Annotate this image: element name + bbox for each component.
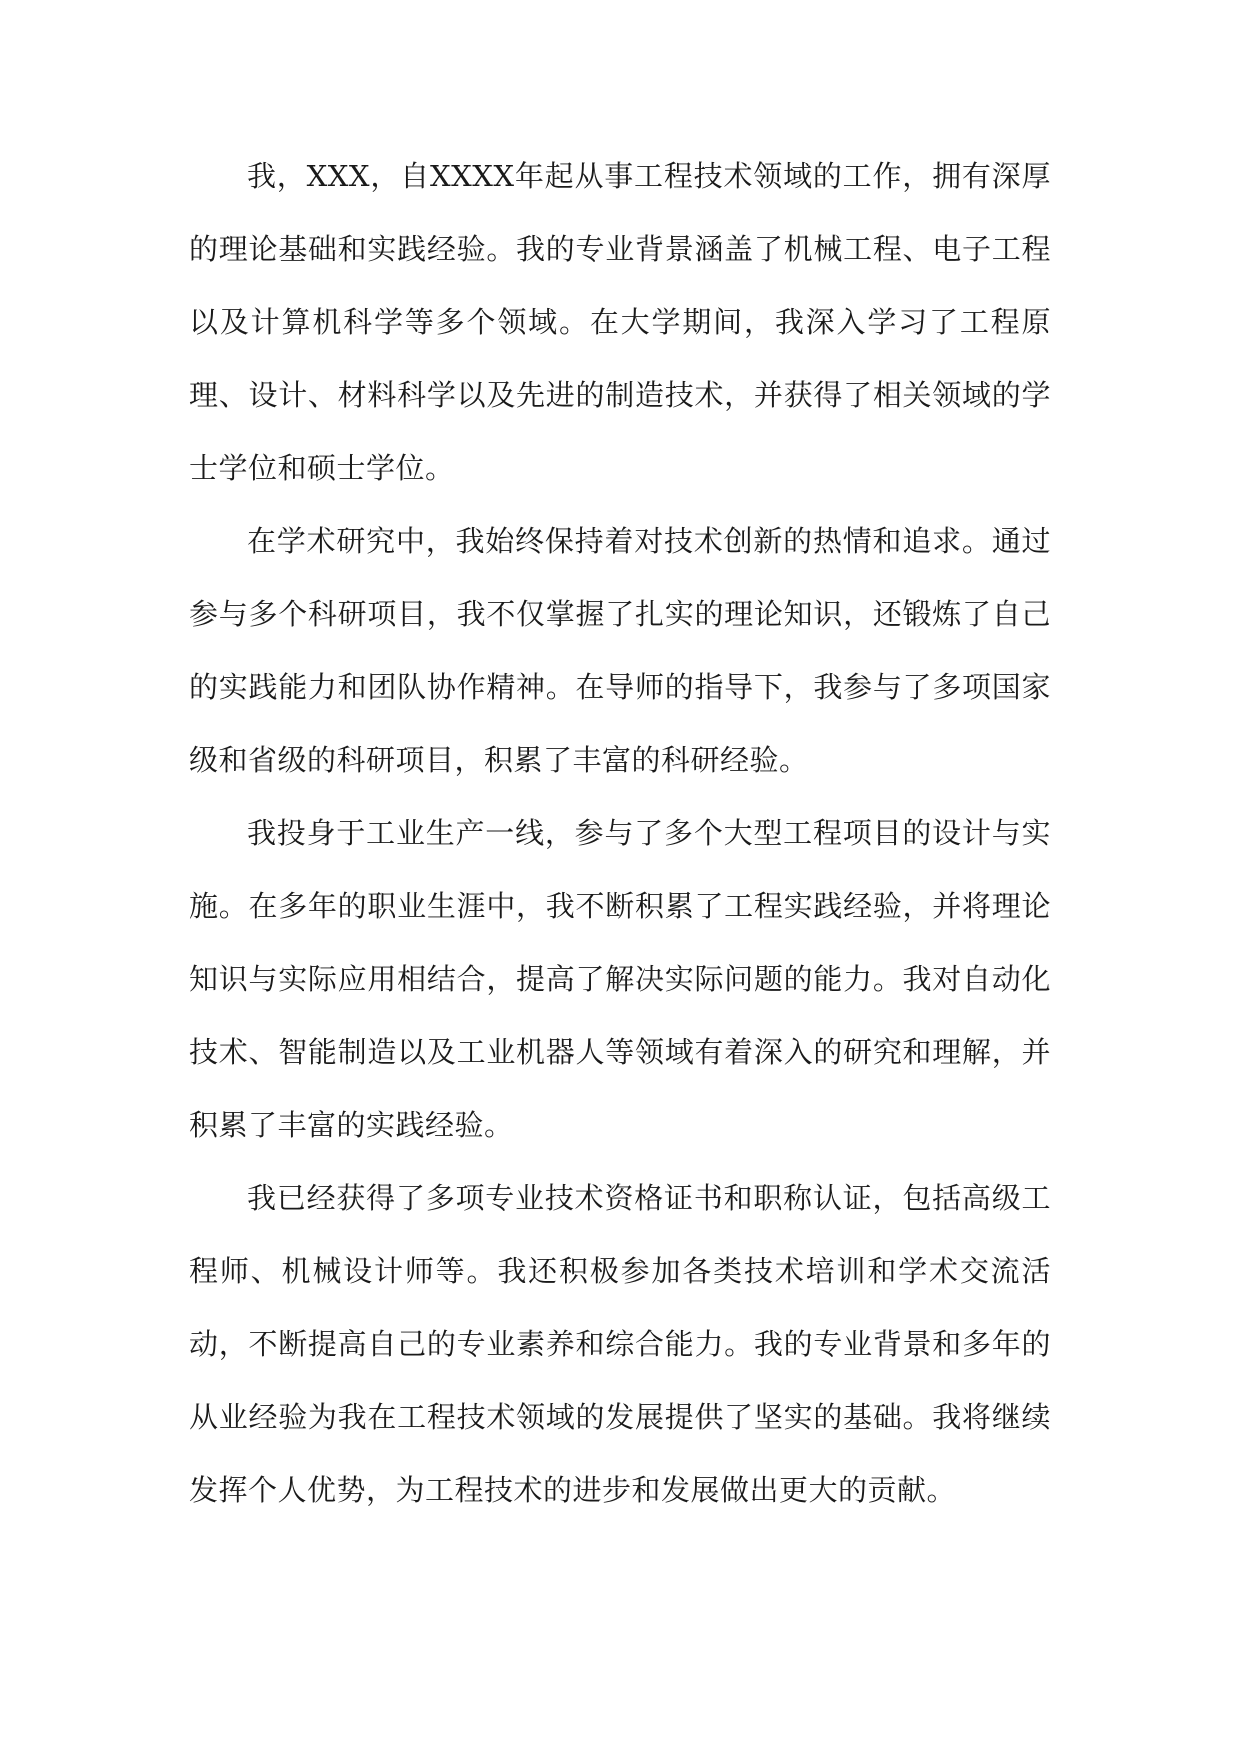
paragraph-4: 我已经获得了多项专业技术资格证书和职称认证，包括高级工程师、机械设计师等。我还积极参加各类技术培训和学术交流活动，不断提高自己的专业素养和综合能力。我的专业背景和多年的从业经验为我在工程技术领域的发展提供了坚实的基础。我将继续发挥个人优势，为工程技术的进步和发展做出更大的贡献。 bbox=[189, 1181, 1051, 1507]
paragraph-3: 我投身于工业生产一线，参与了多个大型工程项目的设计与实施。在多年的职业生涯中，我不断积累了工程实践经验，并将理论知识与实际应用相结合，提高了解决实际问题的能力。我对自动化技术、智能制造以及工业机器人等领域有着深入的研究和理解，并积累了丰富的实践经验。 bbox=[189, 816, 1051, 1142]
document-body bbox=[189, 140, 1051, 1527]
paragraph-2: 在学术研究中，我始终保持着对技术创新的热情和追求。通过参与多个科研项目，我不仅掌握了扎实的理论知识，还锻炼了自己的实践能力和团队协作精神。在导师的指导下，我参与了多项国家级和省级的科研项目，积累了丰富的科研经验。 bbox=[189, 524, 1051, 777]
paragraph-1: 我，XXX，自XXXX年起从事工程技术领域的工作，拥有深厚的理论基础和实践经验。我的专业背景涵盖了机械工程、电子工程以及计算机科学等多个领域。在大学期间，我深入学习了工程原理、设计、材料科学以及先进的制造技术，并获得了相关领域的学士学位和硕士学位。 bbox=[189, 159, 1051, 485]
